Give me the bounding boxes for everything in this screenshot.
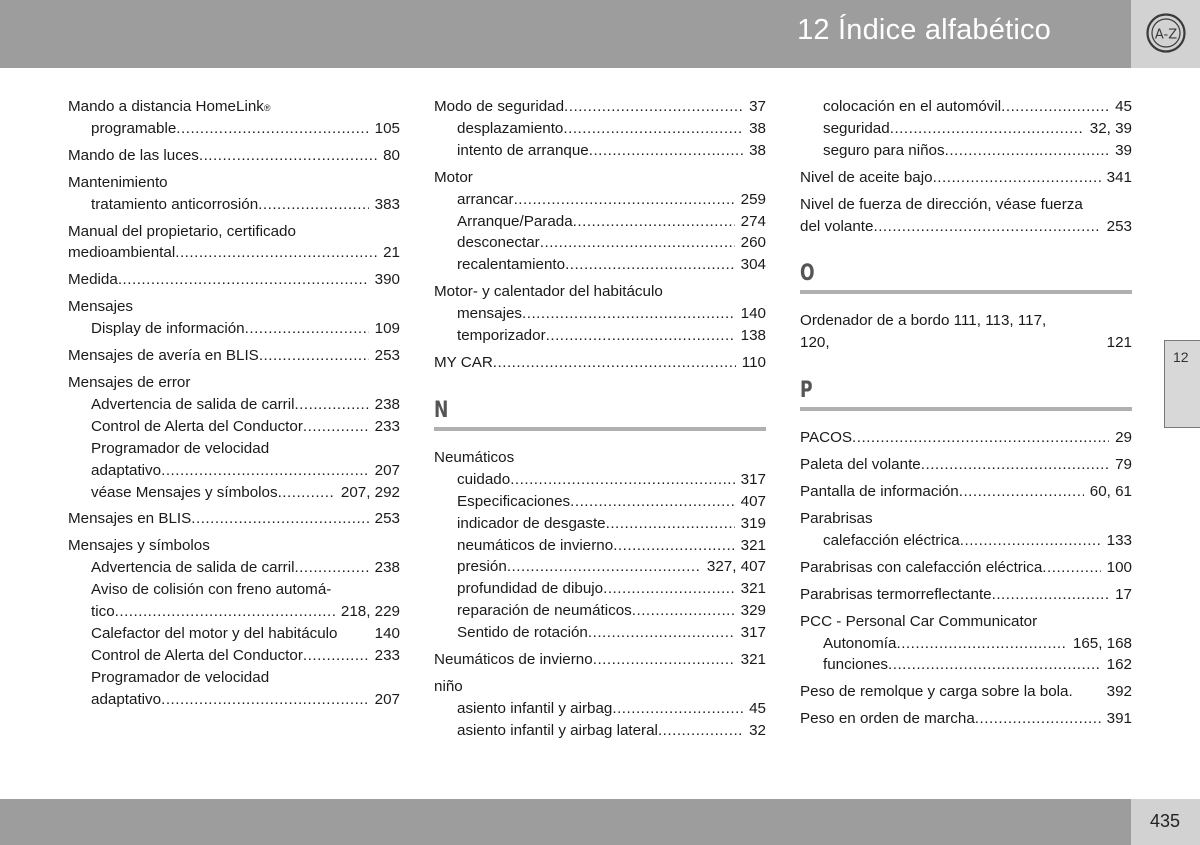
- index-term: Especificaciones: [457, 492, 571, 510]
- letter-heading-glyph: N: [434, 397, 449, 423]
- index-subentry-line: [434, 600, 766, 622]
- index-entry: [434, 676, 766, 742]
- index-subentry-line: [68, 118, 400, 140]
- index-term: Autonomía: [823, 634, 897, 652]
- index-entry-line: [68, 535, 400, 557]
- index-subentry-line: [434, 535, 766, 557]
- index-entry: [68, 145, 400, 167]
- index-subentry-line: [434, 720, 766, 742]
- header-icon-box: [1131, 0, 1200, 68]
- index-entry: [800, 508, 1132, 552]
- dot-leader: [191, 508, 368, 530]
- index-subentry-line: [68, 416, 400, 438]
- index-subentry-line: [434, 622, 766, 644]
- index-entry: [68, 535, 400, 710]
- index-entry: [68, 172, 400, 216]
- index-term: medioambiental: [68, 244, 176, 262]
- index-entry: [800, 681, 1132, 703]
- index-entry: [68, 372, 400, 503]
- index-entry: [434, 352, 766, 374]
- index-term: Parabrisas termorreflectante: [800, 585, 992, 603]
- index-entry: [800, 481, 1132, 503]
- index-entry-line: [800, 557, 1132, 579]
- index-subentry-line: [68, 645, 400, 667]
- index-term: indicador de desgaste: [457, 514, 606, 532]
- letter-heading-rule: [800, 407, 1132, 411]
- letter-heading-rule: [434, 427, 766, 431]
- index-subentry-line: [68, 438, 400, 460]
- dot-leader: [1042, 557, 1100, 579]
- index-entry-line: [68, 296, 400, 318]
- dot-leader: [613, 535, 734, 557]
- letter-heading: [800, 378, 1132, 411]
- letter-heading-rule: [800, 290, 1132, 294]
- page-reference: 319: [740, 514, 766, 532]
- index-term: presión: [457, 558, 507, 576]
- dot-leader: [522, 303, 735, 325]
- index-term: neumáticos de invierno: [457, 536, 614, 554]
- index-entry: [68, 221, 400, 265]
- dot-leader: [278, 482, 335, 504]
- page-reference: 317: [740, 624, 766, 642]
- index-subentry-line: [68, 557, 400, 579]
- dot-leader: [658, 720, 743, 742]
- index-term: Mensajes y símbolos: [68, 537, 210, 555]
- header-bar: [0, 0, 1131, 68]
- index-term: Mantenimiento: [68, 173, 168, 191]
- index-term: temporizador: [457, 327, 546, 345]
- page-reference: 32, 39: [1089, 119, 1132, 137]
- chapter-tab-label: 12: [1173, 349, 1189, 365]
- page-reference: 253: [374, 347, 400, 365]
- page-reference: 21: [383, 244, 400, 262]
- dot-leader: [540, 232, 735, 254]
- dot-leader: [945, 140, 1110, 162]
- index-term: Programador de velocidad: [91, 439, 270, 457]
- page-reference: 162: [1106, 656, 1132, 674]
- footer-bar: [0, 799, 1131, 845]
- index-entry-line: [800, 708, 1132, 730]
- index-subentry-line: [800, 96, 1132, 118]
- index-term: arrancar: [457, 190, 514, 208]
- page-reference: 321: [740, 536, 766, 554]
- index-entry-line: [800, 427, 1132, 449]
- index-term: Calefactor del motor y del habitáculo: [91, 624, 338, 642]
- dot-leader: [258, 194, 369, 216]
- index-term: 120,: [800, 334, 830, 352]
- index-entry: [68, 345, 400, 367]
- index-subentry-line: [434, 140, 766, 162]
- index-subentry-line: [800, 654, 1132, 676]
- page-reference: 321: [740, 580, 766, 598]
- index-term: Mensajes: [68, 298, 133, 316]
- index-entry: [68, 508, 400, 530]
- index-entry: [68, 269, 400, 291]
- page-reference: 138: [740, 327, 766, 345]
- dot-leader: [161, 460, 369, 482]
- index-term: Control de Alerta del Conductor: [91, 417, 303, 435]
- index-term: Mando a distancia HomeLink: [68, 98, 264, 115]
- index-term: niño: [434, 677, 463, 695]
- index-term: Parabrisas: [800, 509, 873, 527]
- dot-leader: [294, 557, 368, 579]
- index-term: Modo de seguridad: [434, 98, 565, 115]
- page-reference: 38: [749, 119, 766, 137]
- dot-leader: [1001, 96, 1109, 118]
- index-subentry-line: [434, 698, 766, 720]
- index-subentry-line: [68, 394, 400, 416]
- index-entry: [434, 167, 766, 277]
- page-reference: 392: [1106, 683, 1132, 701]
- dot-leader: [564, 96, 743, 118]
- page-reference: 165, 168: [1072, 634, 1132, 652]
- index-subentry-line: [68, 460, 400, 482]
- page-reference: 207: [374, 690, 400, 708]
- dot-leader: [546, 325, 735, 347]
- index-entry-line: [800, 481, 1132, 503]
- page-reference: 17: [1115, 585, 1132, 603]
- index-subentry-line: [434, 469, 766, 491]
- index-entry: [800, 454, 1132, 476]
- dot-leader: [573, 211, 735, 233]
- index-entry-line: [800, 167, 1132, 189]
- index-term: Peso de remolque y carga sobre la bola.: [800, 683, 1073, 701]
- page-reference: 321: [740, 651, 766, 669]
- index-term: recalentamiento: [457, 256, 566, 274]
- index-column-1: [68, 96, 400, 716]
- page-reference: 383: [374, 195, 400, 213]
- index-term: Nivel de fuerza de dirección, véase fuerza: [800, 195, 1083, 213]
- index-term: Parabrisas con calefacción eléctrica: [800, 558, 1043, 576]
- index-term: Paleta del volante: [800, 456, 921, 474]
- index-subentry-line: [434, 491, 766, 513]
- page-reference: 60, 61: [1089, 483, 1132, 501]
- index-subentry-line: [68, 482, 400, 504]
- dot-leader: [161, 689, 369, 711]
- dot-leader: [933, 167, 1101, 189]
- index-entry-line: [68, 372, 400, 394]
- letter-heading-glyph: P: [800, 378, 813, 404]
- dot-leader: [514, 189, 735, 211]
- index-term: tico: [91, 603, 115, 621]
- index-term: Nivel de aceite bajo: [800, 168, 933, 186]
- index-entry-line: [68, 172, 400, 194]
- page-reference: 39: [1115, 141, 1132, 159]
- index-entry-line: [434, 352, 766, 374]
- index-subentry-line: [68, 667, 400, 689]
- index-subentry-line: [434, 254, 766, 276]
- index-term: del volante: [800, 217, 874, 235]
- index-entry: [800, 194, 1132, 238]
- index-entry: [68, 296, 400, 340]
- index-subentry-line: [434, 513, 766, 535]
- index-subentry-line: [434, 303, 766, 325]
- index-term: intento de arranque: [457, 141, 589, 159]
- index-term: Mensajes en BLIS: [68, 510, 192, 528]
- index-subentry-line: [800, 140, 1132, 162]
- page-reference: 260: [740, 234, 766, 252]
- page-reference: 233: [374, 417, 400, 435]
- index-subentry-line: [434, 232, 766, 254]
- page-reference: 32: [749, 721, 766, 739]
- page-reference: 274: [740, 212, 766, 230]
- dot-leader: [959, 481, 1084, 503]
- index-entry-line: [434, 676, 766, 698]
- index-term: colocación en el automóvil: [823, 98, 1002, 115]
- index-subentry-line: [434, 578, 766, 600]
- page-reference: 110: [741, 353, 766, 371]
- index-subentry-line: [434, 189, 766, 211]
- index-term: Control de Alerta del Conductor: [91, 646, 303, 664]
- page-title: 12 Índice alfabético: [797, 14, 1051, 46]
- index-term: profundidad de dibujo: [457, 580, 604, 598]
- index-term: reparación de neumáticos: [457, 602, 632, 620]
- index-term: Ordenador de a bordo 111, 113, 117,: [800, 312, 1047, 330]
- page-reference: 304: [740, 256, 766, 274]
- index-term: Manual del propietario, certificado: [68, 222, 296, 240]
- dot-leader: [606, 513, 735, 535]
- page-reference: 105: [374, 119, 400, 137]
- page-reference: 253: [1106, 217, 1132, 235]
- index-entry-line: [800, 584, 1132, 606]
- page-reference: 317: [740, 470, 766, 488]
- dot-leader: [259, 345, 369, 367]
- index-term: Motor- y calentador del habitáculo: [434, 283, 663, 301]
- index-entry-line: [800, 681, 1132, 703]
- dot-leader: [303, 416, 369, 438]
- index-entry: [800, 584, 1132, 606]
- dot-leader: [493, 352, 736, 374]
- index-term: desconectar: [457, 234, 540, 252]
- index-term: MY CAR: [434, 353, 493, 371]
- index-term: Advertencia de salida de carril: [91, 559, 295, 577]
- page-reference: 109: [374, 320, 400, 338]
- index-term: adaptativo: [91, 690, 162, 708]
- index-term: adaptativo: [91, 461, 162, 479]
- index-entry: [68, 96, 400, 140]
- index-entry: [434, 96, 766, 162]
- index-term: mensajes: [457, 305, 522, 323]
- index-subentry-line: [800, 118, 1132, 140]
- index-entry: [800, 427, 1132, 449]
- index-term: tratamiento anticorrosión: [91, 195, 259, 213]
- index-entry-line: [434, 167, 766, 189]
- page-reference: 37: [749, 98, 766, 115]
- dot-leader: [992, 584, 1109, 606]
- index-entry-line: [800, 194, 1132, 216]
- index-entry-line: [68, 269, 400, 291]
- index-subentry-line: [68, 318, 400, 340]
- index-term: desplazamiento: [457, 119, 564, 137]
- dot-leader: [303, 645, 369, 667]
- index-term: Neumáticos de invierno: [434, 651, 593, 669]
- dot-leader: [570, 491, 735, 513]
- index-entry: [800, 96, 1132, 162]
- dot-leader: [588, 622, 735, 644]
- page-reference: 29: [1115, 429, 1132, 447]
- page-reference: 327, 407: [706, 558, 766, 576]
- index-entry-line: [68, 345, 400, 367]
- index-column-3: [800, 96, 1132, 735]
- index-term: PACOS: [800, 429, 853, 447]
- index-term: cuidado: [457, 470, 511, 488]
- index-term: seguridad: [823, 119, 890, 137]
- dot-leader: [118, 269, 369, 291]
- dot-leader: [612, 698, 743, 720]
- index-entry-line: [800, 332, 1132, 354]
- index-term: Aviso de colisión con freno automá-: [91, 581, 332, 599]
- index-entry: [800, 708, 1132, 730]
- index-term: programable: [91, 119, 177, 137]
- index-entry-line: [800, 216, 1132, 238]
- index-term: Advertencia de salida de carril: [91, 395, 295, 413]
- page-number: 435: [1150, 811, 1181, 831]
- index-entry-line: [68, 145, 400, 167]
- index-term: seguro para niños: [823, 141, 945, 159]
- index-subentry-line: [68, 601, 400, 623]
- dot-leader: [176, 118, 368, 140]
- dot-leader: [852, 427, 1109, 449]
- dot-leader: [890, 118, 1084, 140]
- page-reference: 253: [374, 510, 400, 528]
- index-term: calefacción eléctrica: [823, 531, 960, 549]
- page-reference: 259: [740, 190, 766, 208]
- page-reference: 79: [1115, 456, 1132, 474]
- dot-leader: [593, 649, 735, 671]
- index-term: Motor: [434, 168, 473, 186]
- index-entry-line: [68, 242, 400, 264]
- index-subentry-line: [68, 623, 400, 645]
- index-term: Mando de las luces: [68, 146, 199, 164]
- letter-heading: [434, 398, 766, 431]
- index-column-2: [434, 96, 766, 747]
- page-reference: 133: [1106, 531, 1132, 549]
- page-reference: 121: [1106, 334, 1132, 352]
- index-subentry-line: [800, 530, 1132, 552]
- index-term: véase Mensajes y símbolos: [91, 483, 278, 501]
- dot-leader: [960, 530, 1101, 552]
- page-reference: 207, 292: [340, 483, 400, 501]
- index-term: Pantalla de información: [800, 483, 959, 501]
- index-entry-line: [434, 447, 766, 469]
- dot-leader: [589, 140, 743, 162]
- index-subentry-line: [68, 579, 400, 601]
- page-reference: 45: [1115, 98, 1132, 115]
- index-entry-line: [800, 508, 1132, 530]
- index-entry-line: [434, 96, 766, 118]
- index-entry-line: [800, 454, 1132, 476]
- index-entry-line: Mando a distancia HomeLink ®: [68, 96, 400, 118]
- page-reference: 238: [374, 559, 400, 577]
- index-term: Programador de velocidad: [91, 668, 270, 686]
- dot-leader: [199, 145, 377, 167]
- index-term: Medida: [68, 271, 118, 289]
- page-reference: 218, 229: [340, 603, 400, 621]
- index-subentry-line: [800, 633, 1132, 655]
- dot-leader: [888, 654, 1101, 676]
- index-term: Display de información: [91, 320, 245, 338]
- index-subentry-line: [434, 556, 766, 578]
- page-reference: 391: [1106, 710, 1132, 728]
- page-reference: 233: [374, 646, 400, 664]
- index-entry-line: [434, 649, 766, 671]
- index-entry-line: [800, 611, 1132, 633]
- index-term: funciones: [823, 656, 889, 674]
- index-entry: [434, 447, 766, 644]
- index-subentry-line: [68, 194, 400, 216]
- index-entry: [800, 611, 1132, 677]
- page-reference: 45: [749, 699, 766, 717]
- letter-heading-glyph: O: [800, 261, 815, 287]
- dot-leader: [896, 633, 1066, 655]
- svg-text:A-Z: A-Z: [1154, 27, 1178, 43]
- page-reference: 207: [374, 461, 400, 479]
- dot-leader: [507, 556, 701, 578]
- az-index-icon: [1145, 12, 1187, 54]
- index-entry: [434, 649, 766, 671]
- index-term: asiento infantil y airbag: [457, 699, 613, 717]
- index-term: asiento infantil y airbag lateral: [457, 721, 658, 739]
- page-reference: 329: [740, 602, 766, 620]
- dot-leader: [294, 394, 368, 416]
- page-reference: 38: [749, 141, 766, 159]
- index-entry-line: [68, 221, 400, 243]
- index-term: PCC - Personal Car Communicator: [800, 612, 1038, 630]
- page-reference: 407: [740, 492, 766, 510]
- dot-leader: [873, 216, 1100, 238]
- index-entry: [434, 281, 766, 347]
- page-reference: 390: [374, 271, 400, 289]
- dot-leader: [175, 242, 377, 264]
- footer-page-box: [1131, 799, 1200, 845]
- dot-leader: [115, 601, 335, 623]
- index-subentry-line: [68, 689, 400, 711]
- index-term: Peso en orden de marcha: [800, 710, 975, 728]
- dot-leader: [565, 254, 735, 276]
- index-entry-line: [434, 281, 766, 303]
- page-reference: 140: [374, 624, 400, 642]
- index-entry-line: [800, 310, 1132, 332]
- index-subentry-line: [434, 211, 766, 233]
- index-term: Arranque/Parada: [457, 212, 573, 230]
- dot-leader: [563, 118, 743, 140]
- index-entry: [800, 167, 1132, 189]
- dot-leader: [975, 708, 1101, 730]
- dot-leader: [921, 454, 1109, 476]
- index-term: Mensajes de avería en BLIS: [68, 347, 259, 365]
- index-term: Mensajes de error: [68, 373, 191, 391]
- page-reference: 140: [740, 305, 766, 323]
- letter-heading: [800, 261, 1132, 294]
- index-entry-line: [68, 508, 400, 530]
- index-entry: [800, 310, 1132, 354]
- chapter-tab[interactable]: [1164, 340, 1200, 428]
- index-term: Sentido de rotación: [457, 624, 588, 642]
- index-term: Neumáticos: [434, 448, 515, 466]
- dot-leader: [510, 469, 734, 491]
- index-subentry-line: [434, 325, 766, 347]
- dot-leader: [632, 600, 735, 622]
- page-reference: 100: [1106, 558, 1132, 576]
- page-reference: 238: [374, 395, 400, 413]
- page-reference: 341: [1106, 168, 1132, 186]
- index-entry: [800, 557, 1132, 579]
- dot-leader: [245, 318, 369, 340]
- index-subentry-line: [434, 118, 766, 140]
- page-reference: 80: [383, 146, 400, 164]
- dot-leader: [603, 578, 735, 600]
